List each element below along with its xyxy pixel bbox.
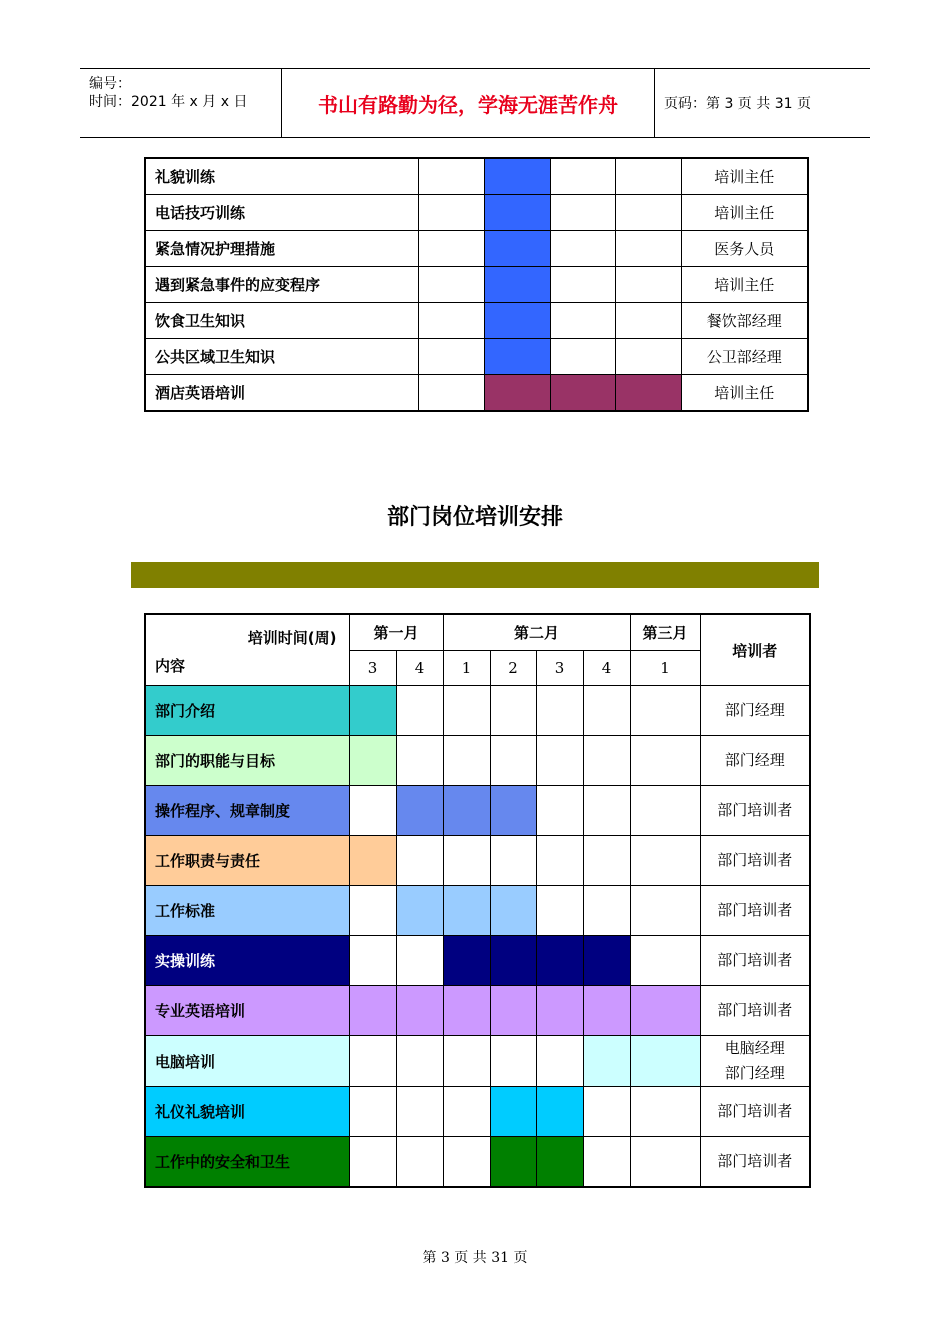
schedule-cell — [349, 836, 396, 886]
schedule-cell — [443, 886, 490, 936]
trainer-header: 培训者 — [700, 614, 810, 686]
schedule-cell — [484, 375, 550, 412]
schedule-cell — [443, 936, 490, 986]
schedule-cell — [396, 886, 443, 936]
trainer-cell: 公卫部经理 — [681, 339, 808, 375]
table-row — [145, 1087, 810, 1137]
trainer-cell: 培训主任 — [681, 375, 808, 412]
schedule-cell — [583, 736, 630, 786]
schedule-cell — [583, 686, 630, 736]
training-item: 实操训练 — [145, 936, 349, 986]
table-row — [145, 195, 808, 231]
schedule-cell — [583, 886, 630, 936]
month-header: 第三月 — [630, 614, 700, 651]
schedule-cell — [536, 1087, 583, 1137]
schedule-cell — [349, 1036, 396, 1087]
table-row — [145, 736, 810, 786]
month-header: 第一月 — [349, 614, 443, 651]
schedule-cell — [396, 1087, 443, 1137]
schedule-cell — [396, 1036, 443, 1087]
header-page-info: 页码：第 3 页 共 31 页 — [664, 96, 811, 112]
schedule-cell — [484, 339, 550, 375]
week-header: 1 — [443, 651, 490, 686]
week-header: 3 — [349, 651, 396, 686]
week-header: 2 — [490, 651, 536, 686]
schedule-cell — [443, 786, 490, 836]
schedule-cell — [490, 936, 536, 986]
schedule-cell — [615, 375, 681, 412]
schedule-cell — [550, 158, 615, 195]
schedule-cell — [396, 786, 443, 836]
schedule-cell — [630, 1036, 700, 1087]
schedule-cell — [418, 231, 484, 267]
week-header: 3 — [536, 651, 583, 686]
schedule-cell — [583, 1087, 630, 1137]
schedule-cell — [550, 267, 615, 303]
schedule-cell — [615, 339, 681, 375]
schedule-cell — [349, 736, 396, 786]
schedule-cell — [615, 195, 681, 231]
table-row — [145, 375, 808, 412]
trainer-cell: 医务人员 — [681, 231, 808, 267]
table-row — [145, 1036, 810, 1087]
trainer-cell: 部门培训者 — [700, 836, 810, 886]
schedule-cell — [484, 195, 550, 231]
table-row — [145, 1137, 810, 1188]
schedule-cell — [396, 936, 443, 986]
schedule-cell — [615, 158, 681, 195]
training-table-1 — [144, 157, 809, 412]
training-item: 酒店英语培训 — [145, 375, 418, 412]
schedule-cell — [349, 786, 396, 836]
schedule-cell — [630, 936, 700, 986]
schedule-cell — [418, 267, 484, 303]
schedule-cell — [490, 836, 536, 886]
schedule-cell — [418, 375, 484, 412]
page-footer: 第 3 页 共 31 页 — [422, 1250, 528, 1266]
trainer-cell: 部门培训者 — [700, 886, 810, 936]
schedule-cell — [630, 686, 700, 736]
trainer-cell: 部门培训者 — [700, 936, 810, 986]
schedule-cell — [615, 267, 681, 303]
training-item: 电脑培训 — [145, 1036, 349, 1087]
schedule-cell — [484, 303, 550, 339]
schedule-cell — [349, 1087, 396, 1137]
schedule-cell — [443, 1137, 490, 1188]
trainer-cell: 部门培训者 — [700, 986, 810, 1036]
trainer-cell: 部门经理 — [700, 686, 810, 736]
schedule-cell — [550, 303, 615, 339]
schedule-cell — [418, 195, 484, 231]
schedule-cell — [536, 786, 583, 836]
accent-bar — [131, 562, 819, 588]
table-row — [145, 936, 810, 986]
code-label: 编号： — [89, 76, 131, 92]
training-item: 专业英语培训 — [145, 986, 349, 1036]
schedule-cell — [490, 786, 536, 836]
time-label: 时间：2021 年 x 月 x 日 — [89, 94, 248, 110]
week-header: 1 — [630, 651, 700, 686]
trainer-cell: 部门培训者 — [700, 786, 810, 836]
header-content-label: 内容 — [155, 657, 186, 675]
schedule-cell — [349, 1137, 396, 1188]
training-item: 部门的职能与目标 — [145, 736, 349, 786]
trainer-cell: 部门培训者 — [700, 1087, 810, 1137]
schedule-cell — [550, 375, 615, 412]
schedule-cell — [630, 1087, 700, 1137]
schedule-cell — [484, 231, 550, 267]
table-row — [145, 231, 808, 267]
table-row — [145, 886, 810, 936]
schedule-cell — [443, 736, 490, 786]
schedule-cell — [490, 1087, 536, 1137]
schedule-cell — [349, 686, 396, 736]
schedule-cell — [490, 736, 536, 786]
schedule-cell — [490, 986, 536, 1036]
schedule-cell — [443, 986, 490, 1036]
training-item: 部门介绍 — [145, 686, 349, 736]
table-row — [145, 339, 808, 375]
schedule-cell — [630, 786, 700, 836]
schedule-cell — [630, 736, 700, 786]
page-header — [80, 68, 870, 138]
schedule-cell — [550, 195, 615, 231]
schedule-cell — [536, 1036, 583, 1087]
schedule-cell — [349, 936, 396, 986]
schedule-cell — [583, 986, 630, 1036]
schedule-cell — [490, 1036, 536, 1087]
training-item: 电话技巧训练 — [145, 195, 418, 231]
schedule-cell — [396, 986, 443, 1036]
schedule-cell — [550, 339, 615, 375]
schedule-cell — [583, 1137, 630, 1188]
schedule-cell — [536, 836, 583, 886]
training-item: 礼仪礼貌培训 — [145, 1087, 349, 1137]
trainer-cell: 部门经理 — [700, 736, 810, 786]
schedule-cell — [630, 886, 700, 936]
trainer-cell: 培训主任 — [681, 267, 808, 303]
schedule-cell — [396, 836, 443, 886]
schedule-cell — [443, 1087, 490, 1137]
header-motto: 书山有路勤为径，学海无涯苦作舟 — [282, 69, 655, 137]
schedule-cell — [443, 686, 490, 736]
month-header: 第二月 — [443, 614, 630, 651]
table-row — [145, 686, 810, 736]
schedule-cell — [396, 1137, 443, 1188]
schedule-cell — [418, 339, 484, 375]
schedule-cell — [490, 1137, 536, 1188]
training-item: 遇到紧急事件的应变程序 — [145, 267, 418, 303]
schedule-cell — [583, 836, 630, 886]
table-row — [145, 267, 808, 303]
training-item: 工作职责与责任 — [145, 836, 349, 886]
trainer-cell: 培训主任 — [681, 195, 808, 231]
schedule-cell — [490, 886, 536, 936]
schedule-cell — [490, 686, 536, 736]
table-row — [145, 158, 808, 195]
section-title: 部门岗位培训安排 — [386, 504, 563, 530]
trainer-cell: 培训主任 — [681, 158, 808, 195]
schedule-cell — [536, 1137, 583, 1188]
table-row — [145, 836, 810, 886]
week-header: 4 — [583, 651, 630, 686]
schedule-cell — [484, 158, 550, 195]
department-training-schedule — [144, 613, 811, 1188]
schedule-cell — [583, 786, 630, 836]
header-corner-cell — [145, 614, 349, 686]
schedule-cell — [630, 836, 700, 886]
trainer-cell: 部门培训者 — [700, 1137, 810, 1188]
schedule-cell — [396, 736, 443, 786]
schedule-cell — [349, 986, 396, 1036]
schedule-cell — [583, 1036, 630, 1087]
training-item: 饮食卫生知识 — [145, 303, 418, 339]
schedule-cell — [396, 686, 443, 736]
schedule-cell — [615, 231, 681, 267]
schedule-cell — [484, 267, 550, 303]
schedule-cell — [630, 1137, 700, 1188]
training-item: 操作程序、规章制度 — [145, 786, 349, 836]
schedule-cell — [536, 936, 583, 986]
trainer-cell: 电脑经理 部门经理 — [700, 1036, 810, 1087]
schedule-cell — [550, 231, 615, 267]
schedule-cell — [443, 1036, 490, 1087]
schedule-cell — [443, 836, 490, 886]
training-item: 礼貌训练 — [145, 158, 418, 195]
header-meta — [80, 69, 282, 137]
trainer-cell: 餐饮部经理 — [681, 303, 808, 339]
schedule-cell — [418, 303, 484, 339]
training-item: 工作中的安全和卫生 — [145, 1137, 349, 1188]
training-item: 紧急情况护理措施 — [145, 231, 418, 267]
schedule-cell — [630, 986, 700, 1036]
schedule-cell — [615, 303, 681, 339]
schedule-cell — [536, 986, 583, 1036]
schedule-cell — [536, 736, 583, 786]
table-row — [145, 303, 808, 339]
schedule-cell — [536, 686, 583, 736]
schedule-cell — [536, 886, 583, 936]
header-time-label: 培训时间(周) — [247, 629, 337, 647]
schedule-cell — [583, 936, 630, 986]
schedule-cell — [349, 886, 396, 936]
week-header: 4 — [396, 651, 443, 686]
training-item: 工作标准 — [145, 886, 349, 936]
schedule-cell — [418, 158, 484, 195]
training-item: 公共区域卫生知识 — [145, 339, 418, 375]
table-row — [145, 986, 810, 1036]
table-row — [145, 786, 810, 836]
